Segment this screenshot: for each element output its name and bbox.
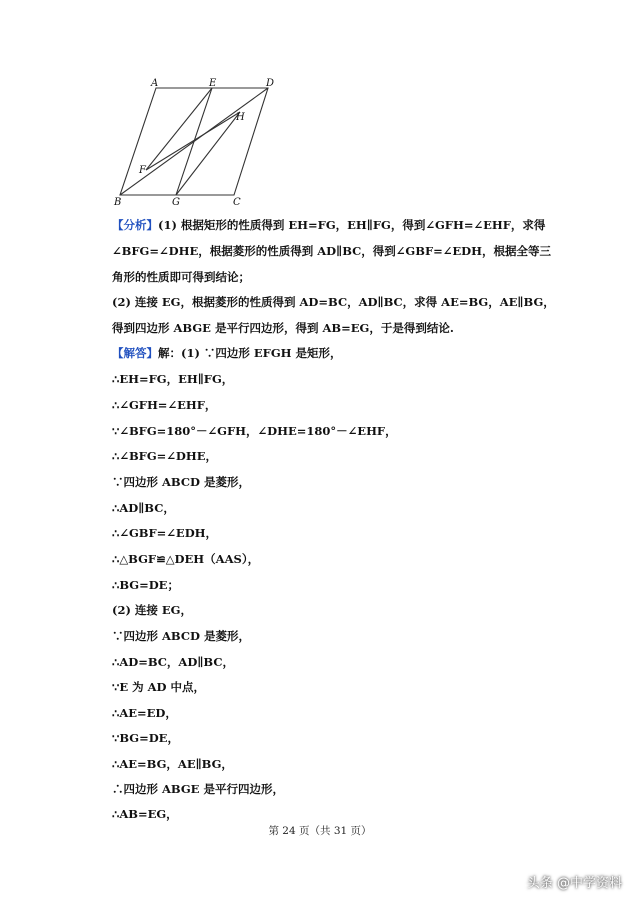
solution-step: (2) 连接 EG， [112,603,192,617]
solution-intro: 解：(1) ∵四边形 EFGH 是矩形， [158,346,342,360]
label-f: F [139,165,146,176]
solution-step: ∴∠GBF=∠EDH， [112,526,218,540]
solution-step: ∵E 为 AD 中点， [112,680,205,694]
solution-step: ∴AB=EG， [112,807,178,821]
label-d: D [266,78,275,89]
segment-ef [146,88,212,170]
solution-step: ∵BG=DE， [112,731,179,745]
analysis-line-1 [112,217,546,233]
label-b: B [114,197,122,208]
label-c: C [233,197,241,208]
solution-step: ∴AE=BG，AE∥BG， [112,757,233,771]
label-e: E [209,78,217,89]
watermark: 头条 @中学资料 [526,876,622,891]
page-footer: 第 24 页（共 31 页） [268,825,372,837]
segment-bd [120,88,268,195]
segment-gh [176,112,240,195]
solution-step: ∴∠GFH=∠EHF， [112,398,217,412]
solution-step: ∴AE=ED， [112,706,177,720]
analysis-line-2: ∠BFG=∠DHE，根据菱形的性质得到 AD∥BC，得到∠GBF=∠EDH，根据全等三 [112,244,552,258]
solution-intro-line [112,345,532,361]
solution-step: ∴BG=DE； [112,578,179,592]
analysis-text-1: (1) 根据矩形的性质得到 EH=FG，EH∥FG，得到∠GFH=∠EHF，求得 [158,218,546,232]
solution-step: ∴∠BFG=∠DHE， [112,449,218,463]
solution-step: ∵∠BFG=180°－∠GFH，∠DHE=180°－∠EHF， [112,424,397,438]
solution-step: ∴AD=BC，AD∥BC， [112,655,235,669]
solution-step: ∴△BGF≌△DEH（AAS）， [112,552,260,566]
solution-step: ∵四边形 ABCD 是菱形， [112,629,250,643]
analysis-line-5: 得到四边形 ABGE 是平行四边形，得到 AB=EG，于是得到结论. [112,321,454,335]
solution-tag: 【解答】 [112,346,158,360]
geometry-figure [110,76,290,208]
analysis-tag: 【分析】 [112,218,158,232]
rhombus-diagram [110,76,290,208]
label-h: H [236,112,245,123]
analysis-line-3: 角形的性质即可得到结论； [112,270,250,284]
solution-step: ∴EH=FG，EH∥FG， [112,372,234,386]
solution-step: ∴AD∥BC， [112,501,175,515]
segment-fh [146,112,240,170]
solution-step: ∴四边形 ABGE 是平行四边形， [112,782,284,796]
solution-step: ∵四边形 ABCD 是菱形， [112,475,250,489]
label-g: G [172,197,180,208]
analysis-line-4: (2) 连接 EG，根据菱形的性质得到 AD=BC，AD∥BC，求得 AE=BG，AE∥BG， [112,295,555,309]
label-a: A [151,78,159,89]
